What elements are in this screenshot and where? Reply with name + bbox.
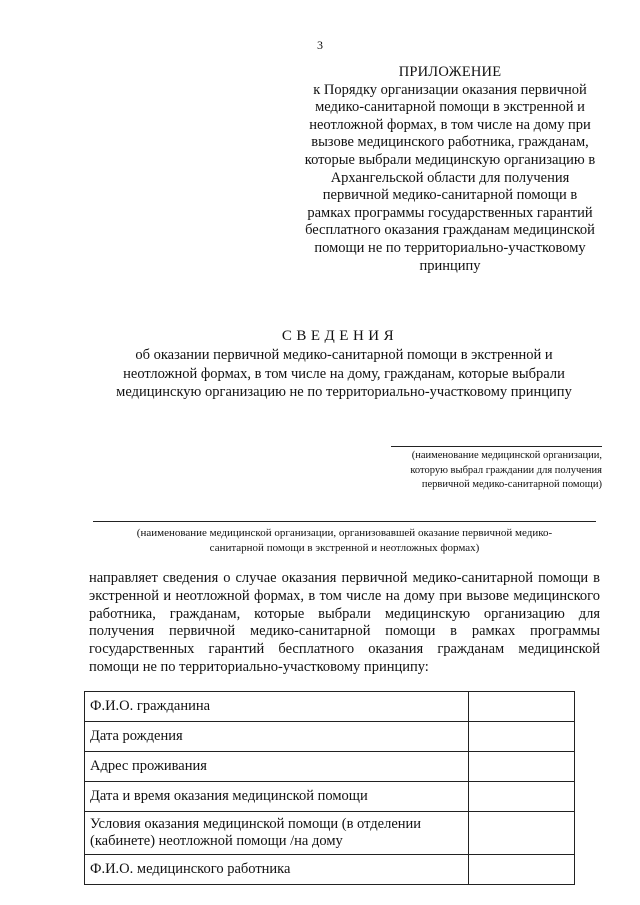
row-value-full-name[interactable] — [469, 692, 575, 722]
appendix-line: неотложной формах, в том числе на дому при — [309, 116, 591, 133]
providing-org-fill-line[interactable] — [93, 521, 596, 522]
subtitle-line: об оказании первичной медико-санитарной помощи в экстренной и — [135, 347, 553, 363]
document-subtitle — [96, 346, 592, 402]
citizen-info-table — [84, 691, 575, 885]
appendix-line: Архангельской области для получения — [330, 169, 570, 186]
appendix-line: к Порядку организации оказания первичной — [313, 81, 587, 98]
appendix-line: помощи не по территориально-участковому — [314, 239, 586, 256]
page-number: 3 — [317, 38, 323, 52]
row-value-address[interactable] — [469, 752, 575, 782]
row-value-care-conditions[interactable] — [469, 812, 575, 855]
table-row — [85, 722, 575, 752]
caption-line: первичной медико-санитарной помощи) — [421, 479, 602, 490]
subtitle-line: медицинскую организацию не по территориально-участковому принципу — [116, 384, 572, 400]
appendix-line: первичной медико-санитарной помощи в — [322, 187, 578, 204]
subtitle-line: неотложной формах, в том числе на дому, гражданам, которые выбрали — [123, 365, 565, 382]
label-line: (кабинете) неотложной помощи /на дому — [90, 833, 343, 849]
caption-line: (наименование медицинской организации, — [411, 450, 602, 461]
table-row — [85, 812, 575, 855]
appendix-line: которые выбрали медицинскую организацию в — [304, 151, 596, 168]
caption-line: которую выбрал граждании для получения — [410, 464, 602, 476]
body-paragraph: направляет сведения о случае оказания первичной медико-санитарной помощи в экстренной и неотложной формах, в том числе на дому при вызове медицинского работника, гражданам, которые выбрали медицинскую организацию для получения первичной медико-санитарной помощи в рамках программы государственных гарантий бесплатного оказания гражданам медицинской помощи не по территориально-участковому принципу: — [89, 570, 600, 675]
appendix-line: рамках программы государственных гарантий — [307, 204, 593, 221]
caption-line: санитарной помощи в экстренной и неотложных формах) — [209, 541, 480, 554]
appendix-line: бесплатного оказания гражданам медицинской — [305, 222, 595, 239]
row-value-care-datetime[interactable] — [469, 782, 575, 812]
table-row — [85, 692, 575, 722]
row-label-care-datetime: Дата и время оказания медицинской помощи — [85, 782, 469, 812]
appendix-line: вызове медицинского работника, гражданам, — [311, 134, 589, 151]
row-label-address: Адрес проживания — [85, 752, 469, 782]
selected-org-fill-line[interactable] — [391, 446, 602, 447]
row-label-care-conditions — [85, 812, 469, 855]
table-row — [85, 752, 575, 782]
providing-org-caption — [93, 526, 596, 555]
appendix-block — [300, 64, 600, 275]
appendix-line: принципу — [419, 257, 481, 274]
document-title: СВЕДЕНИЯ — [281, 328, 399, 344]
table-row — [85, 855, 575, 885]
appendix-heading: ПРИЛОЖЕНИЕ — [398, 64, 502, 80]
row-label-birth-date: Дата рождения — [85, 722, 469, 752]
selected-org-caption — [340, 449, 602, 493]
row-label-full-name: Ф.И.О. гражданина — [85, 692, 469, 722]
row-label-medical-worker: Ф.И.О. медицинского работника — [85, 855, 469, 885]
table-row — [85, 782, 575, 812]
appendix-line: медико-санитарной помощи в экстренной и — [315, 99, 585, 116]
row-value-birth-date[interactable] — [469, 722, 575, 752]
label-line: Условия оказания медицинской помощи (в отделении — [90, 815, 422, 832]
caption-line: (наименование медицинской организации, организовавшей оказание первичной медико- — [136, 527, 553, 539]
row-value-medical-worker[interactable] — [469, 855, 575, 885]
